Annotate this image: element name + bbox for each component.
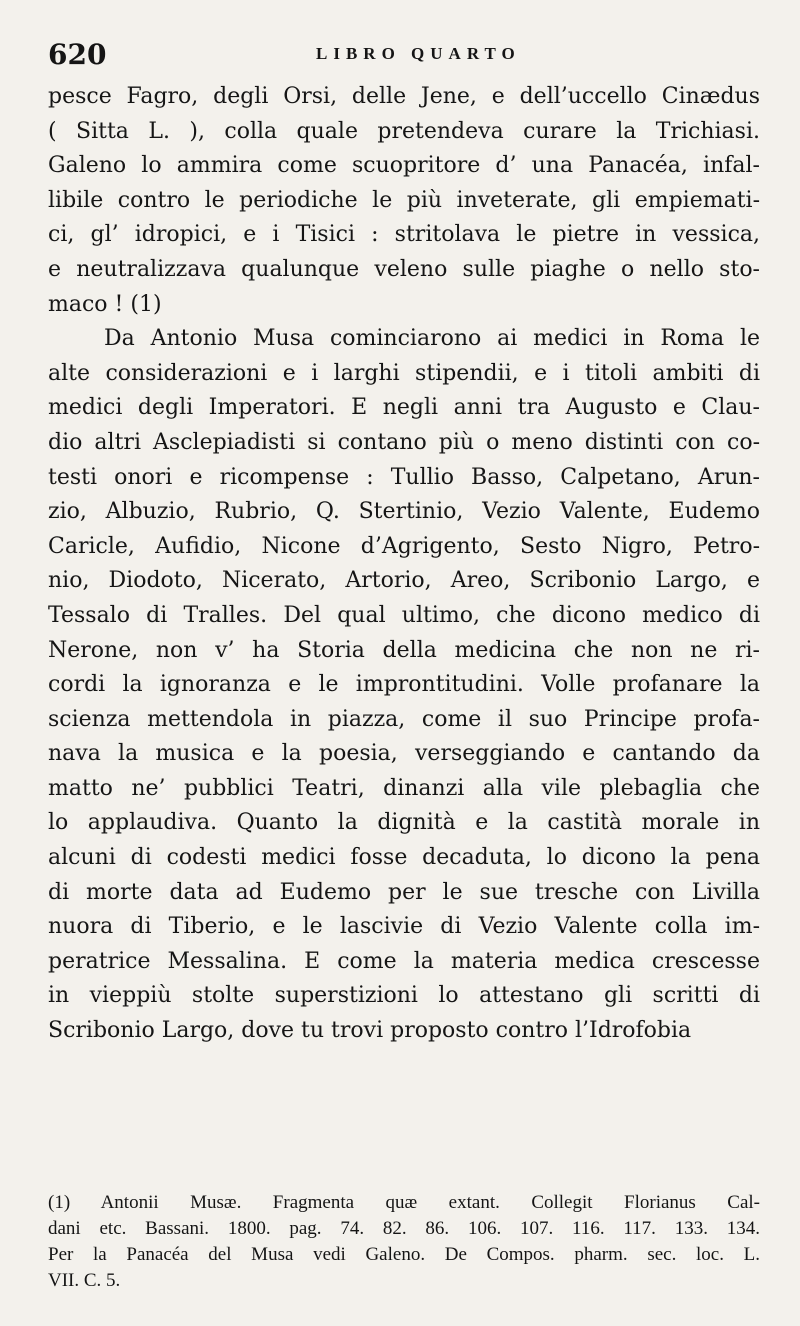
text-line: e neutralizzava qualunque veleno sulle piaghe o nello sto- [48, 256, 760, 282]
body-text [48, 80, 760, 1049]
text-line: pesce Fagro, degli Orsi, delle Jene, e dell’uccello Cinædus [48, 84, 760, 109]
footnote-line: Per la Panacéa del Musa vedi Galeno. De Compos. pharm. sec. loc. L. [48, 1244, 760, 1265]
footnote-line: dani etc. Bassani. 1800. pag. 74. 82. 86. 106. 107. 116. 117. 133. 134. [48, 1218, 760, 1239]
text-line: maco ! (1) [48, 291, 162, 317]
footnote-line: (1) Antonii Musæ. Fragmenta quæ extant. Collegit Florianus Cal- [48, 1192, 760, 1213]
text-line: zio, Albuzio, Rubrio, Q. Stertinio, Vezio Valente, Eudemo [48, 499, 760, 525]
text-line: Nerone, non v’ ha Storia della medicina che non ne ri- [48, 637, 760, 663]
text-line: lo applaudiva. Quanto la dignità e la castità morale in [48, 810, 760, 836]
text-line: alcuni di codesti medici fosse decaduta, lo dicono la pena [48, 845, 760, 871]
text-line: testi onori e ricompense : Tullio Basso, Calpetano, Arun- [48, 464, 760, 490]
text-line: in vieppiù stolte superstizioni lo attestano gli scritti di [48, 983, 760, 1009]
text-line: nuora di Tiberio, e le lascivie di Vezio Valente colla im- [48, 914, 760, 940]
page-header [48, 38, 758, 78]
text-line: libile contro le periodiche le più inveterate, gli empiemati- [48, 187, 760, 213]
text-line: di morte data ad Eudemo per le sue tresche con Livilla [48, 879, 760, 905]
page-number: 620 [48, 38, 107, 71]
text-line: Da Antonio Musa cominciarono ai medici in Roma le [104, 326, 760, 352]
text-line: ci, gl’ idropici, e i Tisici : stritolava le pietre in vessica, [48, 222, 760, 248]
text-line: nio, Diodoto, Nicerato, Artorio, Areo, Scribonio Largo, e [48, 568, 760, 594]
text-line: Scribonio Largo, dove tu trovi proposto contro l’Idrofobia [48, 1018, 692, 1044]
text-line: nava la musica e la poesia, verseggiando e cantando da [48, 741, 760, 767]
text-line: medici degli Imperatori. E negli anni tra Augusto e Clau- [48, 395, 760, 421]
text-line: alte considerazioni e i larghi stipendii, e i titoli ambiti di [48, 360, 760, 386]
text-line: peratrice Messalina. E come la materia medica crescesse [48, 948, 760, 974]
text-line: Tessalo di Tralles. Del qual ultimo, che dicono medico di [48, 602, 760, 628]
footnotes [48, 1190, 760, 1294]
text-line: cordi la ignoranza e le improntitudini. Volle profanare la [48, 672, 760, 698]
text-line: dio altri Asclepiadisti si contano più o meno distinti con co- [48, 429, 760, 455]
running-head: LIBRO QUARTO [316, 44, 521, 63]
footnote-line: VII. C. 5. [48, 1270, 121, 1291]
text-line: Galeno lo ammira come scuopritore d’ una Panacéa, infal- [48, 153, 760, 179]
text-line: matto ne’ pubblici Teatri, dinanzi alla vile plebaglia che [48, 775, 760, 801]
text-line: ( Sitta L. ), colla quale pretendeva curare la Trichiasi. [48, 118, 760, 144]
text-line: Caricle, Aufidio, Nicone d’Agrigento, Sesto Nigro, Petro- [48, 533, 760, 559]
text-line: scienza mettendola in piazza, come il suo Principe profa- [48, 706, 760, 732]
